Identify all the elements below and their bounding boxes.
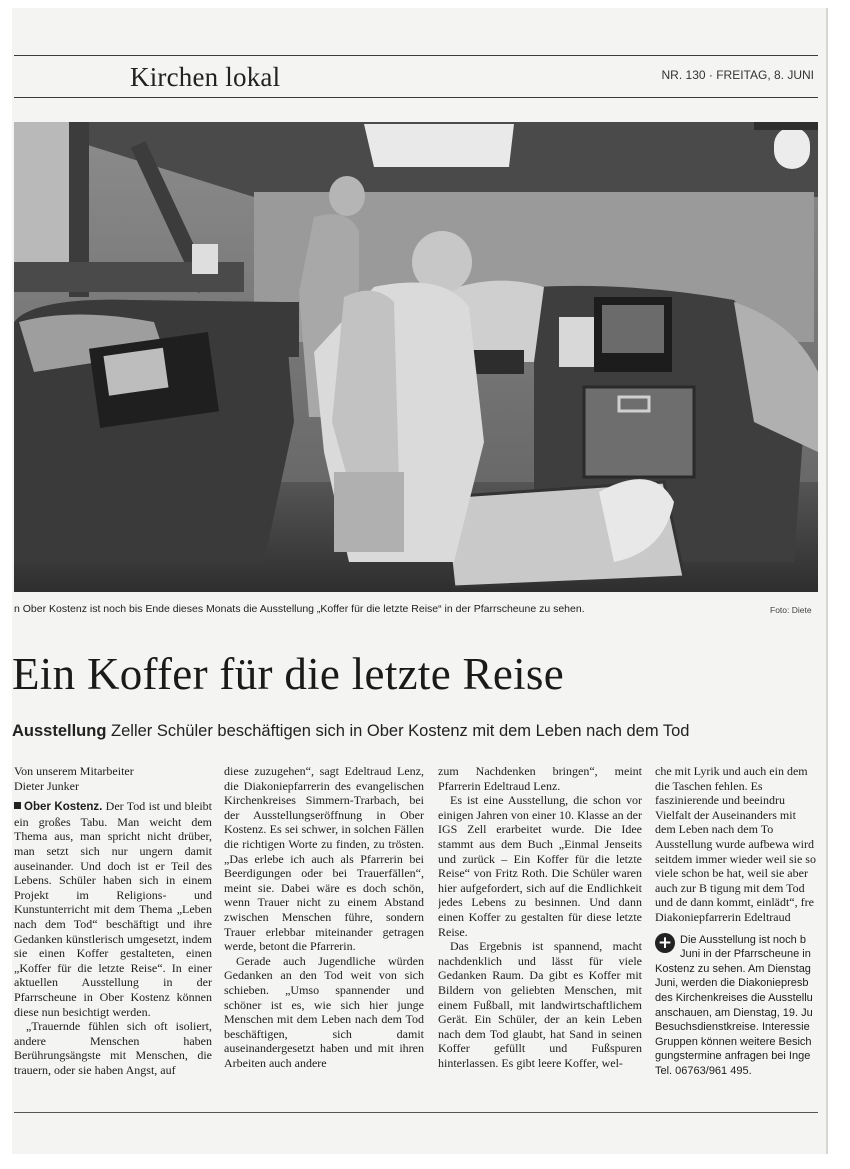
article-kicker: Ausstellung [12,722,107,740]
page-bottom-rule [14,1112,818,1113]
issue-date-line: NR. 130 · FREITAG, 8. JUNI [661,68,814,82]
paragraph: „Trauernde fühlen sich oft isoliert, andere Menschen haben Berührungsängste mit Menschen, die trauern, oder sie haben Angst, auf [14,1019,212,1077]
photo-caption: n Ober Kostenz ist noch bis Ende dieses Monats die Ausstellung „Koffer für die letzte Reise“ in der Pfarrscheune zu sehen. [14,603,585,615]
paragraph: zum Nachdenken bringen“, meint Pfarrerin Edeltraud Lenz. [438,764,642,793]
info-box [655,933,818,1079]
paragraph [14,799,212,1019]
paragraph: diese zuzugehen“, sagt Edeltraud Lenz, die Diakoniepfarrerin des evangelischen Kirchenkreises Simmern-Trarbach, bei der Ausstellungseröffnung in Ober Kostenz. Es sei schwer, in solchen Fällen die richtigen Worte zu finden, zu trösten. „Das erlebe ich auch als Pfarrerin bei Beerdigungen oder bei Trauerfällen“, meint sie. Dabei wäre es doch schön, wenn Trauer nicht zu einem Abstand zwischen Menschen führe, sondern Trauer erlebbar miteinander getragen werde, betont die Pfarrerin. [224,764,424,954]
article-headline: Ein Koffer für die letzte Reise [12,649,565,699]
photo-credit: Foto: Diete [770,605,812,615]
paragraph: Das Ergebnis ist spannend, macht nachdenklich und lässt für viele Gedanken Raum. Da gibt es Koffer mit Bildern von geliebten Menschen, mit einem Fußball, mit landwirtschaftlichem Gerät. Ein Schüler, der an kein Leben nach dem Tod glaubt, hat Sand in seinen Koffer gefüllt und Fußspuren hinterlassen. Es gibt leere Koffer, wel- [438,939,642,1070]
paragraph: Gerade auch Jugendliche würden Gedanken an den Tod weit von sich schieben. „Umso spannender und schöner ist es, wie sich hier junge Menschen mit dem Leben nach dem Tod beschäftigen, sich damit auseinandergesetzt haben und mit ihren Arbeiten auch andere [224,953,424,1070]
info-text: Die Ausstellung ist noch b Juni in der Pfarrscheune in Kostenz zu sehen. Am Dienstag Juni, werden die Diakoniepresb des Kirchenkreises die Ausstellu anschauen, am Dienstag, 19. Ju Besuchsdienstkreise. Interessie Gruppen können weitere Besich gungstermine anfragen bei Inge Tel. 06763/961 495. [655,933,813,1077]
article-column-1 [14,764,212,1104]
photo-exhibition-room [14,122,818,592]
paragraph: che mit Lyrik und auch ein dem die Taschen fehlen. Es faszinierende und beeindru Vielfalt der Auseinanders mit dem Leben nach dem To Ausstellung wurde aufbewa wird seitdem immer wieder weil sie so viele schon be hat, weil sie aber auch zur B tigung mit dem Tod und de dann kommt, einlädt“, fre Diakoniepfarrerin Edeltraud [655,764,816,924]
byline-role: Von unserem Mitarbeiter [14,764,134,778]
header-bottom-rule [14,97,818,98]
byline [14,764,212,793]
plus-icon: + [655,933,675,953]
article-subheadline [12,722,689,741]
bullet-square-icon [14,802,21,809]
paragraph: Es ist eine Ausstellung, die schon vor einigen Jahren von einer 10. Klasse an der IGS Zell erarbeitet wurde. Die Idee stammt aus dem Buch „Einmal Jenseits und zurück – Ein Koffer für die letzte Reise“ von Fritz Roth. Die Schüler waren hier aufgefordert, sich auf die Endlichkeit jedes Lebens zu besinnen. Und dann einen Koffer zu gestalten für diese letzte Reise. [438,793,642,939]
article-column-3 [438,764,642,1104]
article-column-4 [655,764,818,1104]
byline-author: Dieter Junker [14,778,79,793]
subheadline-text: Zeller Schüler beschäftigen sich in Ober Kostenz mit dem Leben nach dem Tod [111,722,690,740]
dateline: Ober Kostenz. [24,801,103,814]
article-photo [14,122,818,592]
section-title: Kirchen lokal [130,62,281,92]
article-column-2 [224,764,424,1104]
paragraph-text: Der Tod ist und bleibt ein großes Tabu. Man weicht dem Thema aus, man spricht nicht drüber, man setzt sich nur ungern damit auseinander. Und doch ist er Teil des Lebens. Schüler haben sich in einem Projekt im Religions- und Kunstunterricht mit dem Thema „Leben nach dem Tod“ beschäftigt und ihre Gedanken künstlerisch umgesetzt, indem sie einen Koffer gestalteten, einen „Koffer für die letzte Reise“. In einer aktuellen Ausstellung in der Pfarrscheune in Ober Kostenz können diese nun besichtigt werden. [14,799,212,1019]
header-top-rule [14,55,818,56]
